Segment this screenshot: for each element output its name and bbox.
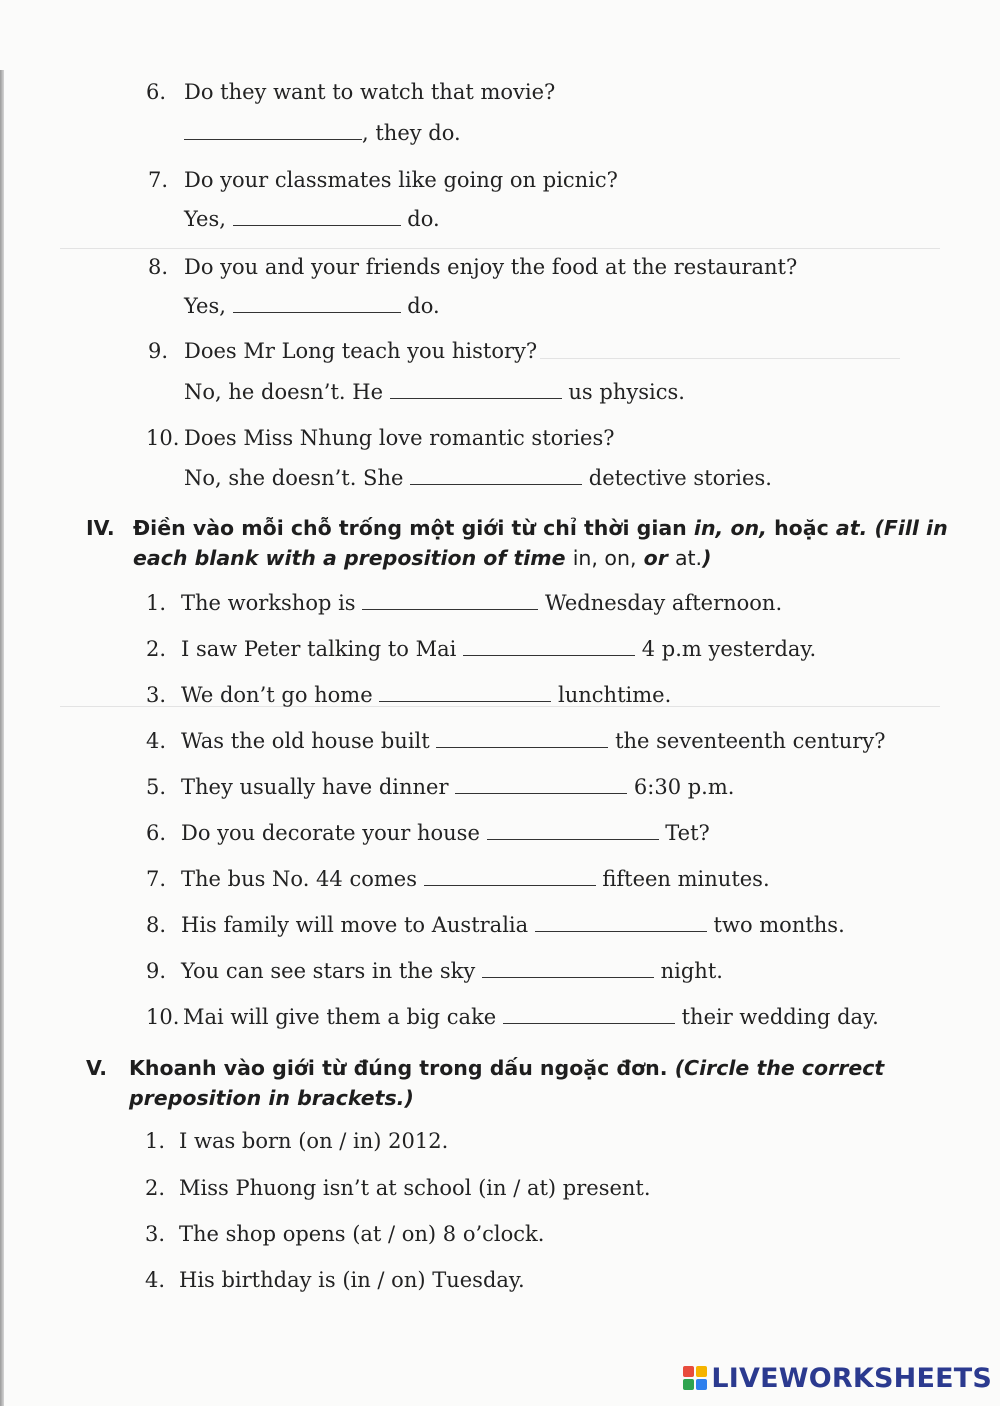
heading-prepositions: in, on, <box>693 516 767 540</box>
item-text-before: Mai will give them a big cake <box>183 1005 497 1029</box>
heading-vietnamese: Điền vào mỗi chỗ trống một giới từ chỉ thời gian <box>133 516 687 540</box>
item-number: 1. <box>145 1129 166 1153</box>
heading-vietnamese: Khoanh vào giới từ đúng trong dấu ngoặc đơn. <box>129 1056 668 1080</box>
answer-blank[interactable] <box>436 731 608 748</box>
logo-square-yellow <box>696 1366 707 1377</box>
heading-line-2: preposition in brackets.) <box>129 1086 414 1110</box>
item-number: 3. <box>145 1222 166 1246</box>
item-number: 6. <box>146 821 167 845</box>
section-4-heading <box>86 514 966 574</box>
heading-close-paren: ) <box>702 546 712 570</box>
item-number: 8. <box>148 255 169 279</box>
item-text-after: 6:30 p.m. <box>633 775 735 799</box>
item-text-after: lunchtime. <box>558 683 672 707</box>
answer-prefix: Yes, <box>184 294 226 318</box>
answer-blank[interactable] <box>482 961 654 978</box>
scan-artifact-line <box>60 248 940 249</box>
answer-blank[interactable] <box>487 823 659 840</box>
answer-suffix: us physics. <box>568 380 685 404</box>
heading-english: (Fill in <box>874 516 948 540</box>
item-number: 4. <box>146 729 167 753</box>
answer-suffix: , they do. <box>362 121 461 145</box>
item-text-after: two months. <box>713 913 845 937</box>
item-text-before: Was the old house built <box>181 729 430 753</box>
heading-line-1 <box>129 1054 884 1083</box>
item-text-before: His family will move to Australia <box>181 913 529 937</box>
heading-at-en: at. <box>674 546 703 570</box>
heading-english: (Circle the correct <box>674 1056 885 1080</box>
answer-blank[interactable] <box>535 915 707 932</box>
exercise-item <box>146 635 816 663</box>
question-text: Do you and your friends enjoy the food at the restaurant? <box>184 255 798 279</box>
item-number: 3. <box>146 683 167 707</box>
item-number: 2. <box>145 1176 166 1200</box>
answer-blank[interactable] <box>463 639 635 656</box>
answer-blank[interactable] <box>233 296 401 313</box>
answer-blank[interactable] <box>410 468 582 485</box>
logo-grid-icon <box>683 1366 707 1390</box>
logo-square-red <box>683 1366 694 1377</box>
question-item <box>148 166 618 194</box>
item-text-before: They usually have dinner <box>181 775 449 799</box>
heading-line-2 <box>133 544 711 573</box>
section-number: V. <box>86 1056 108 1080</box>
exercise-item <box>146 819 710 847</box>
exercise-item <box>146 865 770 893</box>
exercise-item <box>146 589 782 617</box>
item-text-before: We don’t go home <box>181 683 373 707</box>
item-text-after: Tet? <box>665 821 710 845</box>
logo-square-green <box>683 1379 694 1390</box>
section-number: IV. <box>86 516 115 540</box>
logo-text: LIVEWORKSHEETS <box>711 1362 992 1394</box>
question-item <box>148 337 537 365</box>
exercise-item <box>146 727 885 755</box>
answer-prefix: No, she doesn’t. She <box>184 466 404 490</box>
item-number: 2. <box>146 637 167 661</box>
heading-or-vi: hoặc <box>774 516 829 540</box>
item-text-after: night. <box>660 959 723 983</box>
page-left-edge <box>0 70 4 1406</box>
exercise-item <box>145 1174 651 1202</box>
answer-suffix: detective stories. <box>588 466 772 490</box>
answer-blank[interactable] <box>455 777 627 794</box>
question-text: Do your classmates like going on picnic? <box>184 168 618 192</box>
item-text-before: The workshop is <box>181 591 356 615</box>
item-number: 4. <box>145 1268 166 1292</box>
exercise-item <box>146 1003 879 1031</box>
answer-suffix: do. <box>407 294 440 318</box>
item-text-after: 4 p.m yesterday. <box>641 637 817 661</box>
exercise-item <box>146 773 734 801</box>
exercise-item <box>146 957 723 985</box>
item-number: 7. <box>148 168 169 192</box>
exercise-item <box>145 1127 448 1155</box>
question-item <box>146 424 615 452</box>
item-number: 9. <box>146 959 167 983</box>
answer-line <box>184 378 685 406</box>
item-text-after: their wedding day. <box>681 1005 879 1029</box>
heading-preposition-at: at. <box>835 516 868 540</box>
answer-blank[interactable] <box>362 593 538 610</box>
answer-prefix: No, he doesn’t. He <box>184 380 384 404</box>
item-text-before: The bus No. 44 comes <box>181 867 417 891</box>
exercise-item <box>146 911 845 939</box>
heading-english-cont: each blank with a preposition of time <box>133 546 566 570</box>
answer-line <box>184 205 440 233</box>
answer-suffix: do. <box>407 207 440 231</box>
item-text-after: Wednesday afternoon. <box>544 591 783 615</box>
scan-artifact-line <box>540 358 900 359</box>
item-number: 1. <box>146 591 167 615</box>
logo-square-blue <box>696 1379 707 1390</box>
exercise-item <box>146 681 671 709</box>
answer-blank[interactable] <box>390 382 562 399</box>
answer-blank[interactable] <box>424 869 596 886</box>
item-number: 7. <box>146 867 167 891</box>
item-text[interactable]: His birthday is (in / on) Tuesday. <box>179 1268 525 1292</box>
heading-prepositions-en: in, on, <box>572 546 637 570</box>
item-number: 8. <box>146 913 167 937</box>
item-text[interactable]: Miss Phuong isn’t at school (in / at) present. <box>179 1176 651 1200</box>
question-item <box>146 78 555 106</box>
item-text-before: You can see stars in the sky <box>181 959 476 983</box>
item-text[interactable]: The shop opens (at / on) 8 o’clock. <box>179 1222 545 1246</box>
heading-or-en: or <box>643 546 668 570</box>
answer-prefix: Yes, <box>184 207 226 231</box>
exercise-item <box>145 1266 525 1294</box>
item-text-before: I saw Peter talking to Mai <box>181 637 457 661</box>
question-item <box>148 253 797 281</box>
item-number: 10. <box>146 1005 180 1029</box>
exercise-item <box>145 1220 544 1248</box>
section-5-heading <box>86 1054 966 1114</box>
answer-blank[interactable] <box>379 685 551 702</box>
answer-line <box>184 292 440 320</box>
item-text-after: fifteen minutes. <box>602 867 770 891</box>
answer-line <box>184 119 461 147</box>
item-text-after: the seventeenth century? <box>615 729 886 753</box>
answer-blank[interactable] <box>233 209 401 226</box>
item-number: 9. <box>148 339 169 363</box>
answer-line <box>184 464 772 492</box>
answer-blank[interactable] <box>184 123 362 140</box>
item-text[interactable]: I was born (on / in) 2012. <box>179 1129 449 1153</box>
liveworksheets-logo[interactable] <box>683 1362 992 1394</box>
item-number: 5. <box>146 775 167 799</box>
question-text: Does Miss Nhung love romantic stories? <box>184 426 615 450</box>
item-text-before: Do you decorate your house <box>181 821 480 845</box>
question-text: Do they want to watch that movie? <box>184 80 556 104</box>
item-number: 6. <box>146 80 167 104</box>
item-number: 10. <box>146 426 180 450</box>
heading-line-1 <box>133 514 948 543</box>
question-text: Does Mr Long teach you history? <box>184 339 538 363</box>
answer-blank[interactable] <box>503 1007 675 1024</box>
